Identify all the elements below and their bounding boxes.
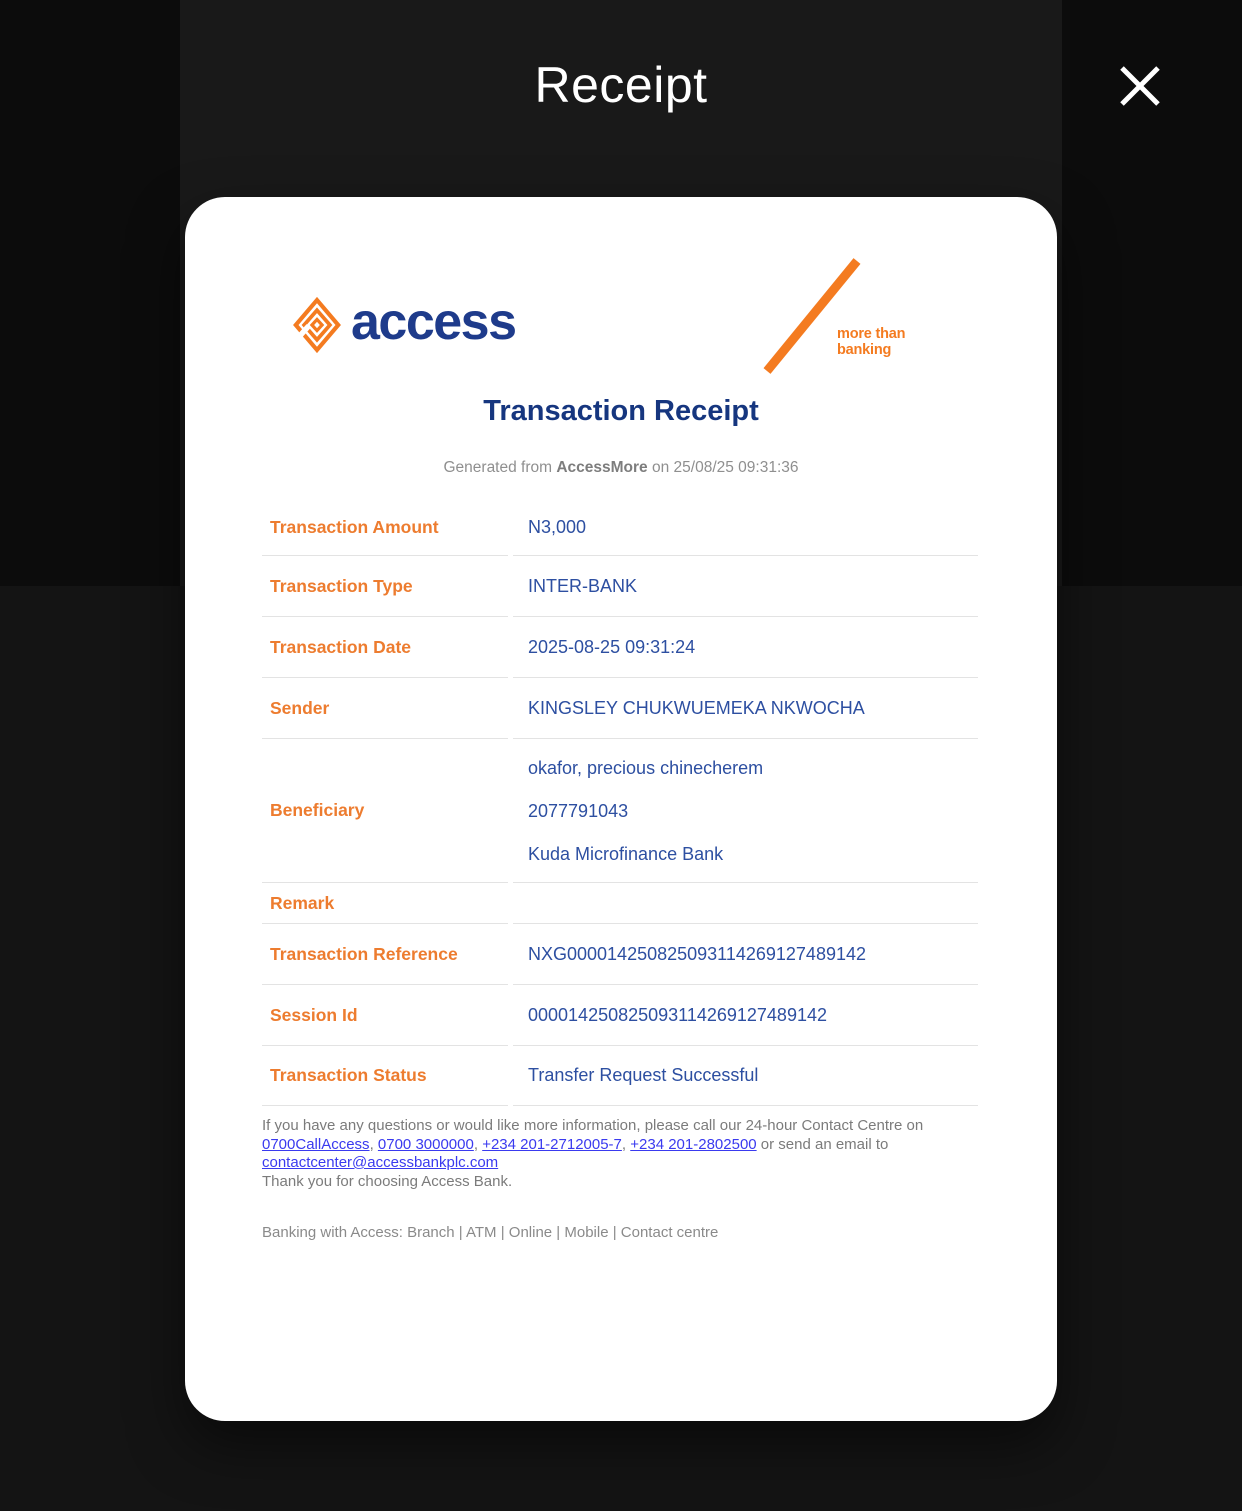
phone-link-0700callaccess[interactable]: 0700CallAccess [262,1135,370,1153]
table-row-transaction-type [262,556,978,617]
row-label: Sender [262,678,508,739]
row-value: 000014250825093114269127489142 [513,985,978,1046]
table-row-transaction-date [262,617,978,678]
row-value: NXG000014250825093114269127489142 [513,924,978,985]
phone-link-2712005[interactable]: +234 201-2712005-7 [482,1135,622,1153]
row-label: Transaction Amount [262,500,508,556]
beneficiary-bank: Kuda Microfinance Bank [528,843,724,864]
brand-tagline: more than banking [837,326,906,358]
generated-app-name: AccessMore [556,459,648,476]
table-row-transaction-status [262,1046,978,1106]
banking-channels-line: Banking with Access: Branch | ATM | Online | Mobile | Contact centre [262,1224,719,1241]
row-value [513,883,978,924]
access-diamond-icon [293,297,341,353]
close-button[interactable] [1114,60,1166,112]
modal-header [0,0,1242,140]
contact-paragraph [262,1117,978,1191]
row-value: Transfer Request Successful [513,1046,978,1106]
separator: , [621,1135,631,1153]
table-row-transaction-reference [262,924,978,985]
access-logo-text: access [351,293,516,351]
close-icon [1116,62,1164,110]
receipt-title: Transaction Receipt [483,395,759,427]
row-label: Session Id [262,985,508,1046]
or-send-text: or send an email to [756,1135,889,1153]
row-value [513,739,978,883]
row-value: INTER-BANK [513,556,978,617]
generated-line [185,459,1057,477]
phone-link-2802500[interactable]: +234 201-2802500 [630,1135,757,1153]
access-logo [293,293,516,353]
generated-suffix: on 25/08/25 09:31:36 [647,459,799,476]
brand-slash-icon [763,257,861,380]
thanks-line: Thank you for choosing Access Bank. [262,1172,513,1190]
row-label: Remark [262,883,508,924]
row-label: Transaction Date [262,617,508,678]
details-table [262,500,978,1106]
row-label: Transaction Type [262,556,508,617]
table-row-session-id [262,985,978,1046]
separator: , [369,1135,378,1153]
email-link[interactable]: contactcenter@accessbankplc.com [262,1154,499,1171]
page-title: Receipt [534,57,708,113]
generated-prefix: Generated from [443,459,557,476]
row-value: N3,000 [513,500,978,556]
separator: , [473,1135,483,1153]
row-label: Transaction Status [262,1046,508,1106]
table-row-remark [262,883,978,924]
row-value: KINGSLEY CHUKWUEMEKA NKWOCHA [513,678,978,739]
beneficiary-account: 2077791043 [528,800,629,821]
beneficiary-name: okafor, precious chinecherem [528,757,764,778]
receipt-card [185,197,1057,1421]
row-label: Transaction Reference [262,924,508,985]
row-value: 2025-08-25 09:31:24 [513,617,978,678]
phone-link-0700-3000000[interactable]: 0700 3000000 [377,1135,474,1153]
table-row-transaction-amount [262,500,978,556]
table-row-beneficiary [262,739,978,883]
table-row-sender [262,678,978,739]
row-label: Beneficiary [262,739,508,883]
contact-intro: If you have any questions or would like more information, please call our 24-hour Contact Centre on [262,1117,924,1134]
